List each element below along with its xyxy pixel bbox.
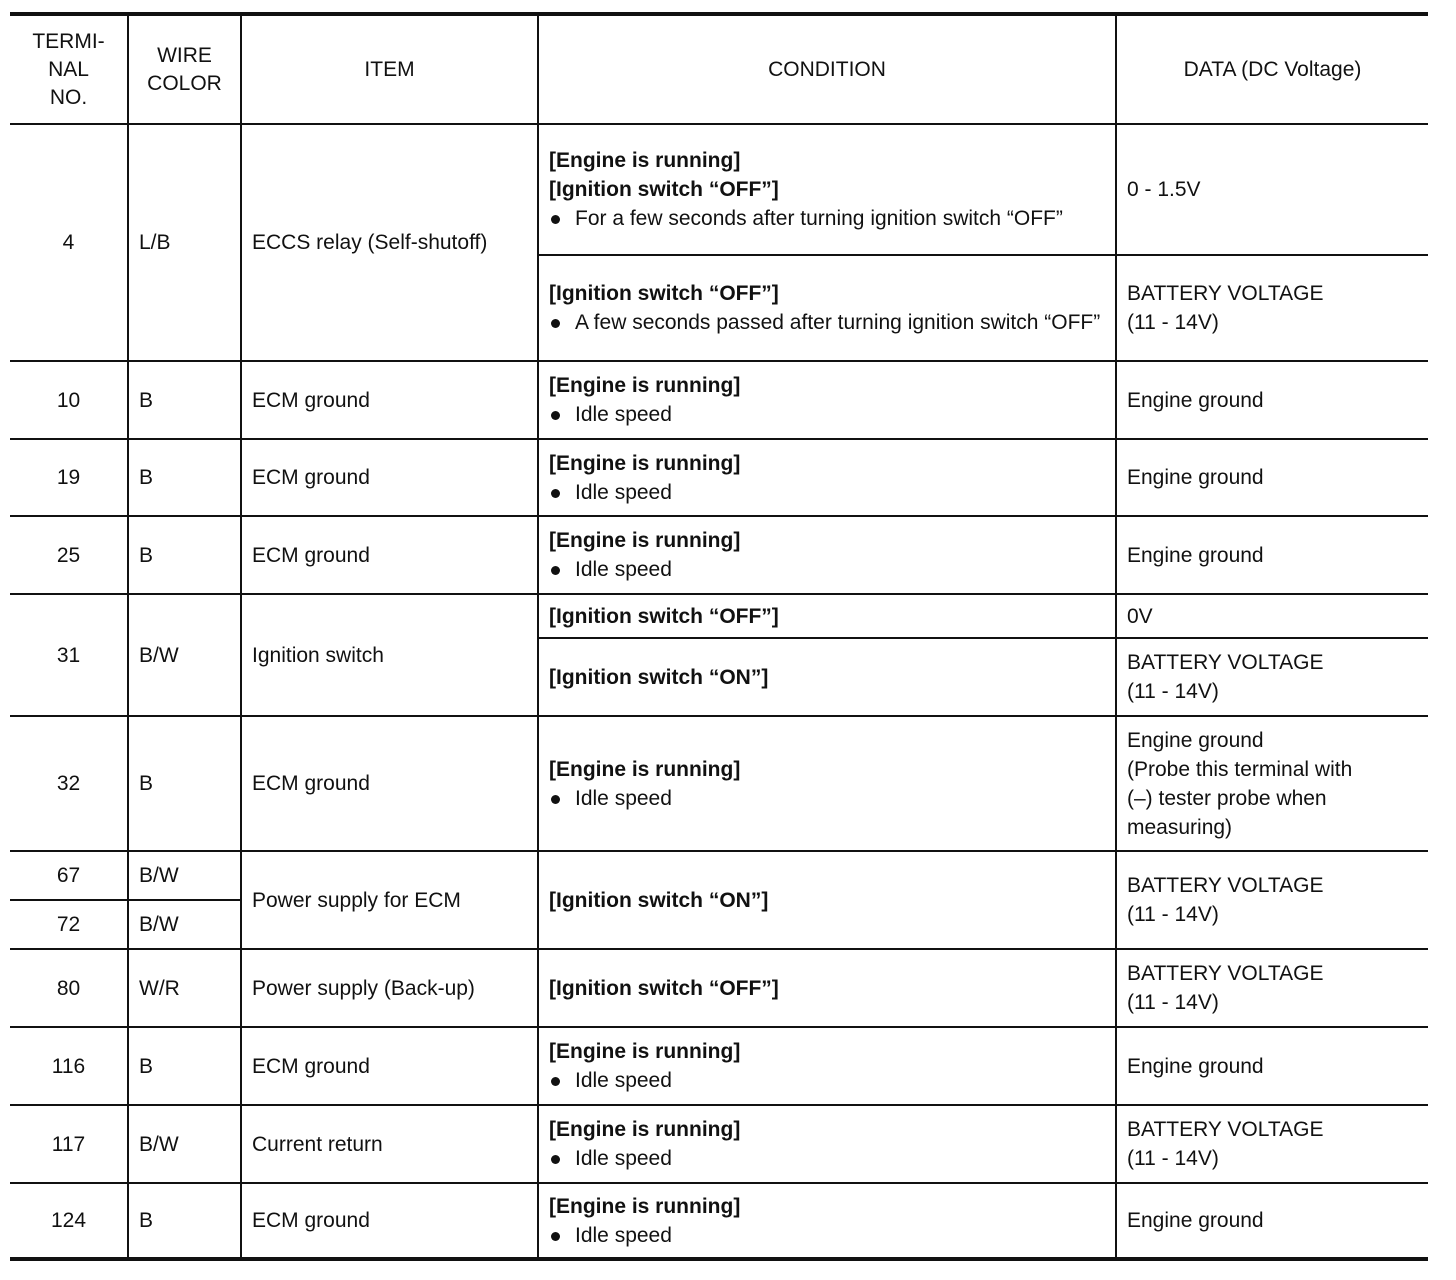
data-value-cell: 0V: [1116, 594, 1428, 638]
condition-title: [Engine is running]: [549, 529, 741, 552]
item-cell: ECM ground: [241, 361, 538, 439]
item-cell: ECM ground: [241, 1027, 538, 1105]
item-cell: ECM ground: [241, 516, 538, 594]
condition-bullet: A few seconds passed after turning ignition switch “OFF”: [549, 308, 1105, 337]
condition-bullet: Idle speed: [549, 1066, 1105, 1095]
item-cell: Power supply (Back-up): [241, 949, 538, 1027]
terminal-no-cell: 72: [10, 900, 128, 949]
condition-bullet-list: [549, 1144, 1105, 1173]
wire-color-cell: B/W: [128, 851, 241, 900]
wire-color-cell: L/B: [128, 124, 241, 361]
condition-cell: [538, 439, 1116, 516]
item-cell: ECM ground: [241, 439, 538, 516]
terminal-no-cell: 67: [10, 851, 128, 900]
terminal-no-cell: 32: [10, 716, 128, 851]
condition-cell: [538, 594, 1116, 638]
condition-bullet-list: [549, 400, 1105, 429]
terminal-no-cell: 10: [10, 361, 128, 439]
data-value-cell: BATTERY VOLTAGE (11 - 14V): [1116, 1105, 1428, 1183]
table-row: [10, 851, 1428, 900]
condition-cell: [538, 638, 1116, 716]
item-cell: Ignition switch: [241, 594, 538, 716]
data-value-cell: Engine ground: [1116, 1183, 1428, 1259]
wire-color-cell: B/W: [128, 594, 241, 716]
header-row: [10, 14, 1428, 124]
condition-bullet: Idle speed: [549, 1221, 1105, 1250]
condition-cell: [538, 1027, 1116, 1105]
condition-bullet: Idle speed: [549, 1144, 1105, 1173]
data-value-cell: BATTERY VOLTAGE (11 - 14V): [1116, 851, 1428, 949]
condition-cell: [538, 516, 1116, 594]
table-row: [10, 124, 1428, 255]
table-row: [10, 1183, 1428, 1259]
terminal-no-cell: 25: [10, 516, 128, 594]
wire-color-cell: B: [128, 439, 241, 516]
condition-bullet-list: [549, 204, 1105, 233]
table-row: [10, 716, 1428, 851]
wire-color-cell: B: [128, 1027, 241, 1105]
condition-title: [Engine is running]: [549, 1040, 741, 1063]
item-cell: ECCS relay (Self-shutoff): [241, 124, 538, 361]
header-terminal-no: TERMI- NAL NO.: [10, 14, 128, 124]
condition-bullet-list: [549, 1066, 1105, 1095]
data-value-cell: BATTERY VOLTAGE (11 - 14V): [1116, 638, 1428, 716]
condition-bullet-list: [549, 308, 1105, 337]
wire-color-cell: B: [128, 1183, 241, 1259]
terminal-no-cell: 117: [10, 1105, 128, 1183]
condition-bullet: Idle speed: [549, 478, 1105, 507]
terminal-no-cell: 80: [10, 949, 128, 1027]
data-value-cell: Engine ground: [1116, 516, 1428, 594]
item-cell: Power supply for ECM: [241, 851, 538, 949]
condition-bullet-list: [549, 784, 1105, 813]
terminal-no-cell: 4: [10, 124, 128, 361]
header-condition: CONDITION: [538, 14, 1116, 124]
condition-title: [Ignition switch “OFF”]: [549, 178, 779, 201]
terminal-no-cell: 31: [10, 594, 128, 716]
item-cell: Current return: [241, 1105, 538, 1183]
data-value-cell: 0 - 1.5V: [1116, 124, 1428, 255]
condition-title: [Ignition switch “ON”]: [549, 665, 769, 689]
condition-title: [Engine is running]: [549, 1118, 741, 1141]
item-cell: ECM ground: [241, 1183, 538, 1259]
condition-bullet: For a few seconds after turning ignition switch “OFF”: [549, 204, 1105, 233]
data-value-cell: Engine ground: [1116, 361, 1428, 439]
header-item: ITEM: [241, 14, 538, 124]
terminal-no-cell: 19: [10, 439, 128, 516]
data-value-cell: BATTERY VOLTAGE (11 - 14V): [1116, 255, 1428, 361]
condition-cell: [538, 124, 1116, 255]
terminal-no-cell: 116: [10, 1027, 128, 1105]
condition-bullet-list: [549, 1221, 1105, 1250]
data-value-cell: Engine ground: [1116, 439, 1428, 516]
table-row: [10, 1105, 1428, 1183]
wire-color-cell: B: [128, 361, 241, 439]
condition-cell: [538, 949, 1116, 1027]
condition-title: [Ignition switch “OFF”]: [549, 976, 779, 1000]
condition-cell: [538, 716, 1116, 851]
condition-cell: [538, 255, 1116, 361]
condition-title: [Ignition switch “ON”]: [549, 888, 769, 912]
condition-cell: [538, 851, 1116, 949]
condition-bullet-list: [549, 555, 1105, 584]
table-row: [10, 594, 1428, 638]
condition-title: [Engine is running]: [549, 374, 741, 397]
condition-title: [Ignition switch “OFF”]: [549, 604, 779, 628]
condition-bullet: Idle speed: [549, 400, 1105, 429]
ecm-terminal-table: [10, 12, 1428, 1261]
condition-bullet-list: [549, 478, 1105, 507]
table-row: [10, 1027, 1428, 1105]
condition-cell: [538, 1105, 1116, 1183]
condition-bullet: Idle speed: [549, 784, 1105, 813]
condition-bullet: Idle speed: [549, 555, 1105, 584]
condition-title: [Engine is running]: [549, 451, 741, 475]
wire-color-cell: B: [128, 516, 241, 594]
terminal-no-cell: 124: [10, 1183, 128, 1259]
data-value-cell: BATTERY VOLTAGE (11 - 14V): [1116, 949, 1428, 1027]
condition-title: [Engine is running]: [549, 1194, 741, 1218]
header-wire-color: WIRE COLOR: [128, 14, 241, 124]
wire-color-cell: B/W: [128, 900, 241, 949]
table-row: [10, 949, 1428, 1027]
table-row: [10, 439, 1428, 516]
table-row: [10, 361, 1428, 439]
condition-title: [Engine is running]: [549, 149, 741, 172]
data-value-cell: Engine ground: [1116, 1027, 1428, 1105]
table-body: [10, 124, 1428, 1259]
table-row: [10, 516, 1428, 594]
condition-title: [Engine is running]: [549, 757, 741, 781]
header-data: DATA (DC Voltage): [1116, 14, 1428, 124]
wire-color-cell: B/W: [128, 1105, 241, 1183]
condition-cell: [538, 1183, 1116, 1259]
wire-color-cell: W/R: [128, 949, 241, 1027]
condition-cell: [538, 361, 1116, 439]
wire-color-cell: B: [128, 716, 241, 851]
item-cell: ECM ground: [241, 716, 538, 851]
data-value-cell: Engine ground (Probe this terminal with (–) tester probe when measuring): [1116, 716, 1428, 851]
condition-title: [Ignition switch “OFF”]: [549, 282, 779, 305]
